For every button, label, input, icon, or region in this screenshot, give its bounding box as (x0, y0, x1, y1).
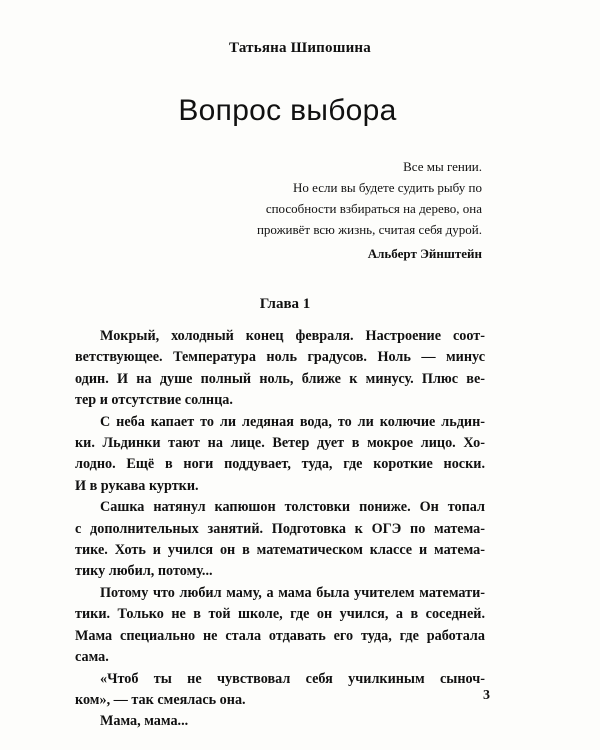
text-line: Мама, мама... (100, 713, 189, 730)
page-number: 3 (483, 688, 490, 703)
epigraph-line: Но если вы будете судить рыбу по (293, 180, 482, 195)
text-line: тику любил, потому... (75, 563, 213, 580)
text-line: «Чтоб ты не чувствовал себя училкиным сыноч- (100, 670, 485, 687)
text-line: с дополнительных занятий. Подготовка к ОГЭ по матема- (75, 520, 485, 537)
book-title: Вопрос выбора (178, 94, 397, 127)
text-line: ветствующее. Температура ноль градусов. Ноль — минус (75, 349, 485, 366)
text-line: Потому что любил маму, а мама была учителем математи- (100, 584, 485, 601)
epigraph-line: Все мы гении. (403, 159, 482, 174)
book-author: Татьяна Шипошина (229, 40, 371, 56)
text-line: ком», — так смеялась она. (75, 691, 246, 708)
text-line: тер и отсутствие солнца. (75, 392, 233, 409)
text-line: сама. (75, 649, 109, 666)
epigraph-line: проживёт всю жизнь, считая себя дурой. (256, 222, 482, 237)
text-line: один. И на душе полный ноль, ближе к минусу. Плюс ве- (75, 370, 485, 387)
text-line: Мама специально не стала отдавать его туда, где работала (75, 627, 485, 644)
epigraph-author: Альберт Эйнштейн (367, 246, 482, 261)
text-line: тики. Только не в той школе, где он учился, а в соседней. (75, 606, 485, 623)
chapter-text (75, 326, 485, 733)
text-line: лодно. Ещё в ноги поддувает, туда, где короткие носки. (75, 456, 485, 473)
text-line: Сашка натянул капюшон толстовки пониже. Он топал (100, 499, 485, 516)
text-line: С неба капает то ли ледяная вода, то ли колючие льдин- (100, 413, 485, 430)
text-line: И в рукава куртки. (75, 477, 199, 494)
text-line: тике. Хоть и учился он в математическом классе и матема- (75, 542, 485, 559)
epigraph-line: способности взбираться на дерево, она (265, 201, 482, 216)
text-line: ки. Льдинки тают на лице. Ветер дует в мокрое лицо. Хо- (75, 435, 485, 452)
chapter-heading: Глава 1 (259, 296, 311, 312)
epigraph (220, 156, 482, 240)
text-line: Мокрый, холодный конец февраля. Настроение соот- (100, 328, 485, 344)
